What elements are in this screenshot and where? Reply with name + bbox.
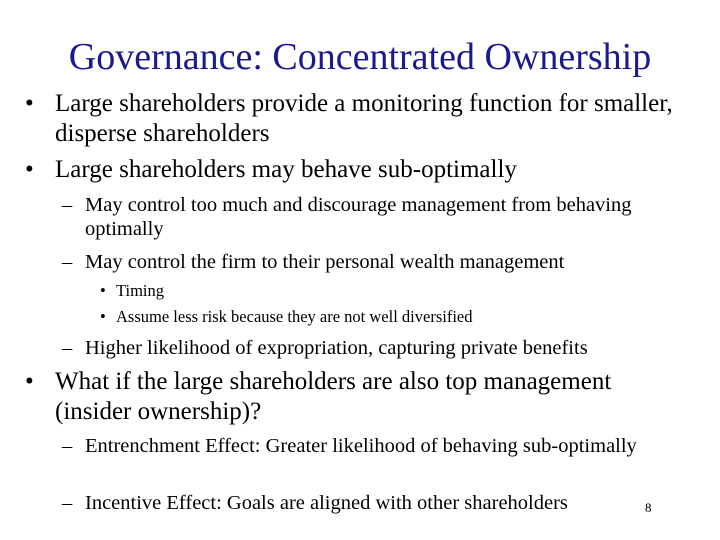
sub-sub-bullet-item [100, 307, 660, 327]
bullet-item [25, 367, 690, 427]
sub-sub-bullet-text: Timing [116, 281, 165, 300]
sub-bullet-text: Entrenchment Effect: Greater likelihood of behaving sub-optimally [85, 435, 637, 457]
dash-marker: – [62, 337, 73, 359]
slide-number: 8 [645, 500, 652, 515]
dash-marker: – [62, 435, 73, 457]
sub-bullet-item [62, 336, 682, 360]
dash-marker: – [62, 492, 73, 514]
slide-title: Governance: Concentrated Ownership [68, 36, 652, 78]
dash-marker: – [62, 194, 73, 216]
bullet-item [25, 89, 685, 149]
sub-bullet-item [62, 250, 672, 274]
bullet-marker: • [25, 368, 34, 395]
sub-bullet-item [62, 491, 672, 515]
bullet-marker: • [25, 156, 34, 183]
bullet-marker: • [25, 90, 34, 117]
dash-marker: – [62, 251, 73, 273]
bullet-item [25, 155, 685, 185]
sub-bullet-text: Higher likelihood of expropriation, capturing private benefits [85, 337, 588, 359]
sub-bullet-item [62, 434, 662, 458]
sub-sub-bullet-item [100, 281, 660, 301]
bullet-text: What if the large shareholders are also top management (insider ownership)? [55, 368, 612, 425]
bullet-text: Large shareholders provide a monitoring function for smaller, disperse shareholders [55, 90, 673, 147]
bullet-marker: • [100, 307, 106, 326]
bullet-text: Large shareholders may behave sub-optimally [55, 156, 517, 183]
sub-bullet-text: May control too much and discourage management from behaving optimally [85, 194, 632, 240]
sub-bullet-text: Incentive Effect: Goals are aligned with other shareholders [85, 492, 568, 514]
sub-sub-bullet-text: Assume less risk because they are not well diversified [116, 307, 473, 326]
sub-bullet-text: May control the firm to their personal wealth management [85, 251, 565, 273]
bullet-marker: • [100, 281, 106, 300]
sub-bullet-item [62, 193, 662, 241]
